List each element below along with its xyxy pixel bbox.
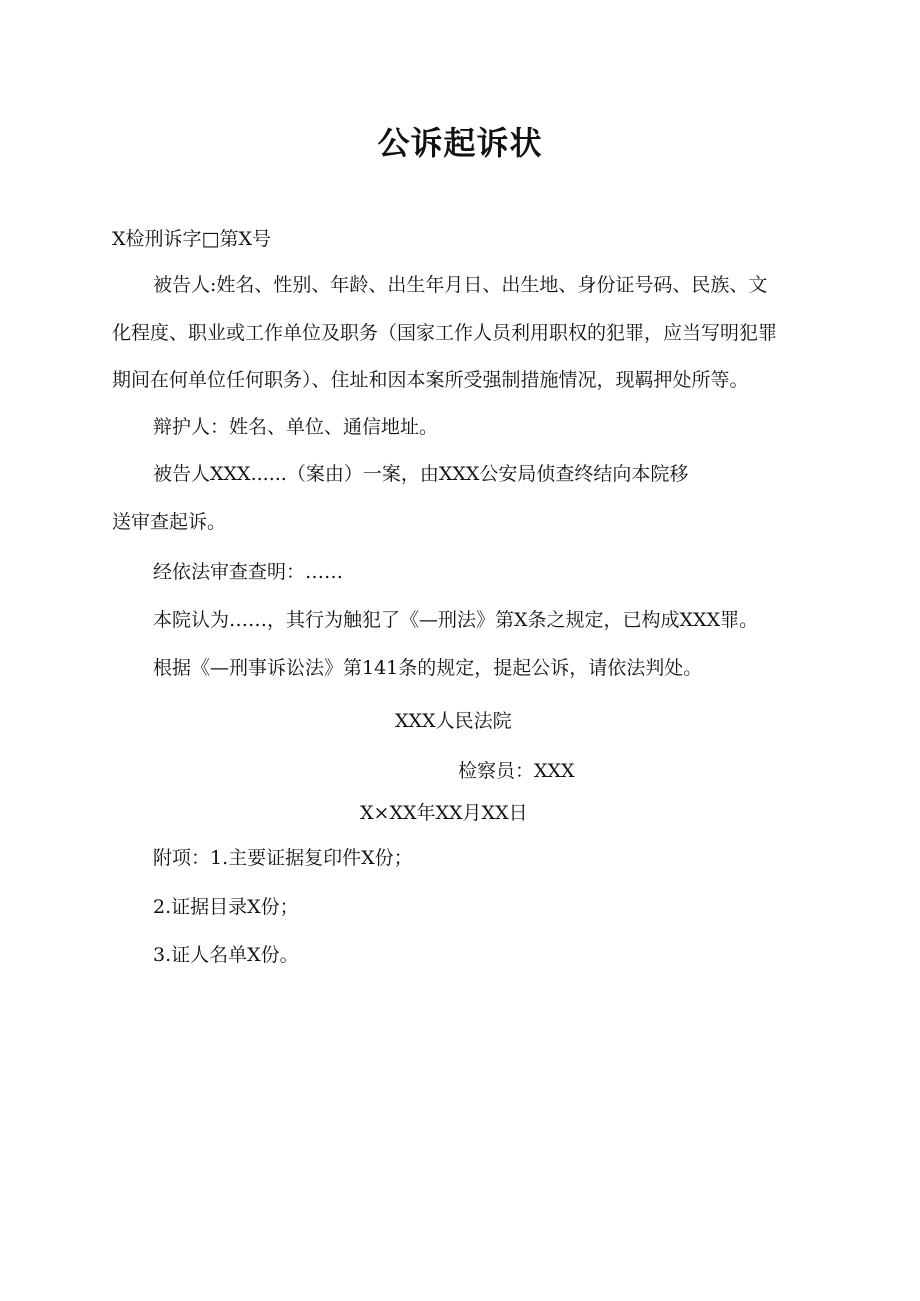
- case-number: X检刑诉字□第X号: [112, 228, 272, 250]
- attachment-item-1: 附项：1.主要证据复印件X份；: [153, 847, 413, 869]
- attachment-item-2: 2.证据目录X份；: [153, 896, 299, 918]
- prosecutor-line: 检察员：XXX: [458, 760, 575, 782]
- basis-line: 根据《—刑事诉讼法》第141条的规定，提起公诉，请依法判处。: [153, 657, 703, 679]
- case-line-1: 被告人XXX......（案由）一案，由XXX公安局侦查终结向本院移: [153, 463, 689, 485]
- case-line-2: 送审查起诉。: [112, 511, 227, 533]
- investigation-line: 经依法审查查明：……: [153, 561, 344, 583]
- document-date: X×XX年XX月XX日: [360, 802, 528, 824]
- defendant-line-2: 化程度、职业或工作单位及职务（国家工作人员利用职权的犯罪，应当写明犯罪: [112, 322, 778, 344]
- defendant-line-3: 期间在何单位任何职务）、住址和因本案所受强制措施情况，现羁押处所等。: [112, 369, 749, 391]
- defendant-line-1: 被告人:姓名、性别、年龄、出生年月日、出生地、身份证号码、民族、文: [153, 274, 768, 296]
- document-title: 公诉起诉状: [377, 124, 543, 162]
- attachment-item-3: 3.证人名单X份。: [153, 944, 299, 966]
- court-name: XXX人民法院: [395, 710, 512, 732]
- opinion-line: 本院认为……，其行为触犯了《—刑法》第X条之规定，已构成XXX罪。: [153, 609, 759, 631]
- defender-line: 辩护人：姓名、单位、通信地址。: [153, 416, 439, 438]
